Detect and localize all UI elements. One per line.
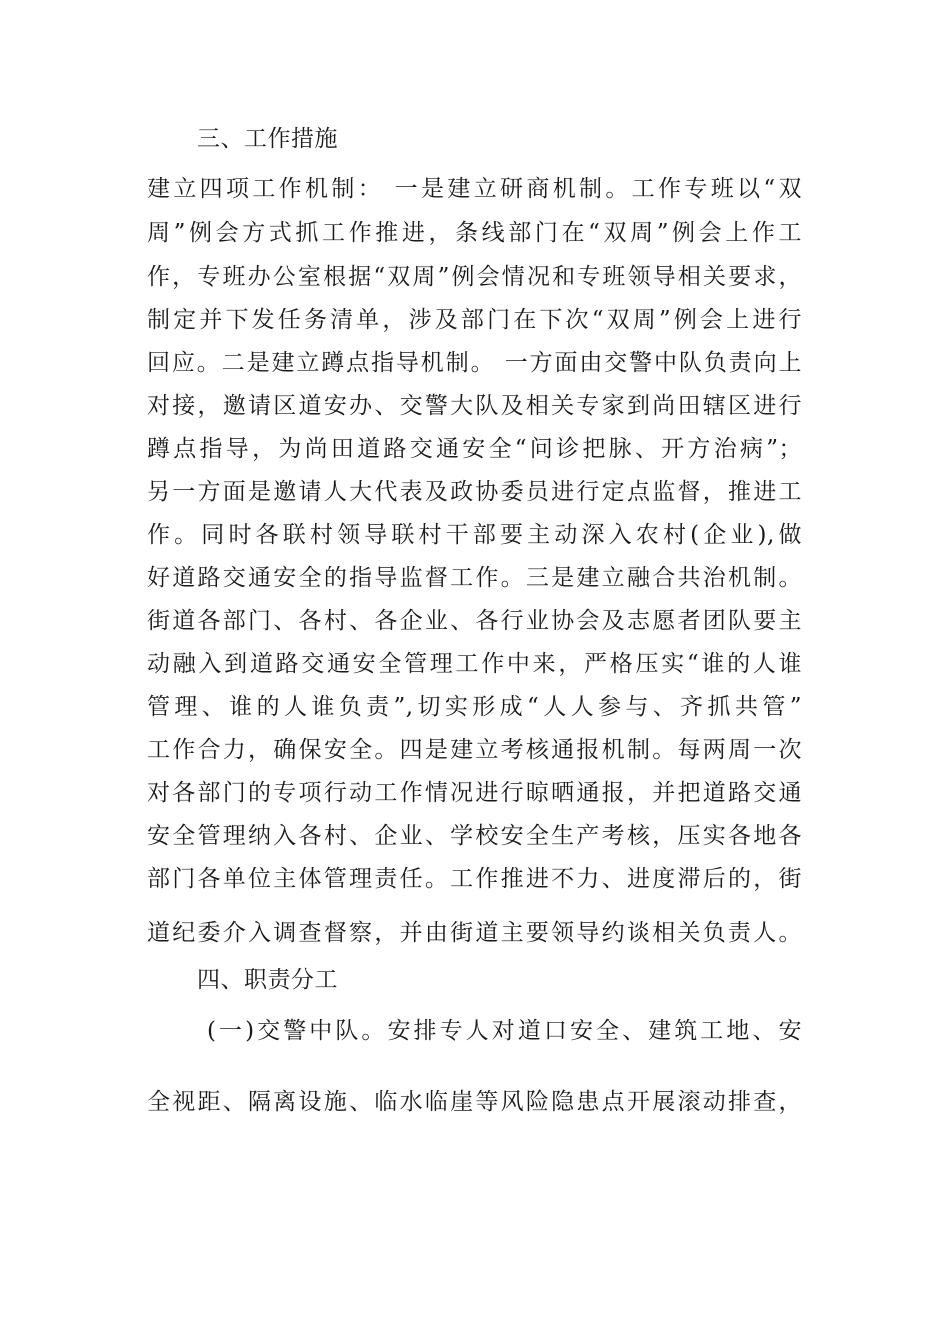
paragraph-line: 建立四项工作机制： 一是建立研商机制。工作专班以“双 bbox=[147, 176, 802, 202]
paragraph-line: 对接，邀请区道安办、交警大队及相关专家到尚田辖区进行 bbox=[147, 393, 802, 419]
paragraph-line: 道纪委介入调查督察，并由街道主要领导约谈相关负责人。 bbox=[147, 920, 802, 946]
section-heading-duties: 四、职责分工 bbox=[197, 967, 338, 993]
paragraph-line: 部门各单位主体管理责任。工作推进不力、进度滞后的，街 bbox=[147, 866, 802, 892]
paragraph-line: 制定并下发任务清单，涉及部门在下次“双周”例会上进行 bbox=[147, 307, 802, 333]
paragraph-line: 回应。二是建立蹲点指导机制。 一方面由交警中队负责向上 bbox=[147, 350, 802, 376]
paragraph-line: 对各部门的专项行动工作情况进行晾晒通报，并把道路交通 bbox=[147, 780, 802, 806]
section-heading-measures: 三、工作措施 bbox=[197, 126, 338, 152]
paragraph-line: (一)交警中队。安排专人对道口安全、建筑工地、安 bbox=[207, 1018, 802, 1044]
paragraph-line: 安全管理纳入各村、企业、学校安全生产考核，压实各地各 bbox=[147, 823, 802, 849]
paragraph-line: 周”例会方式抓工作推进，条线部门在“双周”例会上作工 bbox=[147, 220, 802, 246]
paragraph-line: 街道各部门、各村、各企业、各行业协会及志愿者团队要主 bbox=[147, 608, 802, 634]
paragraph-line: 动融入到道路交通安全管理工作中来，严格压实“谁的人谁 bbox=[147, 651, 802, 677]
paragraph-line: 全视距、隔离设施、临水临崖等风险隐患点开展滚动排查， bbox=[147, 1089, 802, 1115]
paragraph-line: 好道路交通安全的指导监督工作。三是建立融合共治机制。 bbox=[147, 565, 802, 591]
paragraph-line: 工作合力，确保安全。四是建立考核通报机制。每两周一次 bbox=[147, 737, 802, 763]
paragraph-line: 作，专班办公室根据“双周”例会情况和专班领导相关要求， bbox=[147, 264, 802, 290]
paragraph-line: 作。同时各联村领导联村干部要主动深入农村(企业),做 bbox=[147, 522, 802, 548]
paragraph-line: 蹲点指导，为尚田道路交通安全“问诊把脉、开方治病”； bbox=[147, 436, 802, 462]
paragraph-line: 管理、谁的人谁负责”,切实形成“人人参与、齐抓共管” bbox=[147, 694, 802, 720]
paragraph-line: 另一方面是邀请人大代表及政协委员进行定点监督，推进工 bbox=[147, 479, 802, 505]
